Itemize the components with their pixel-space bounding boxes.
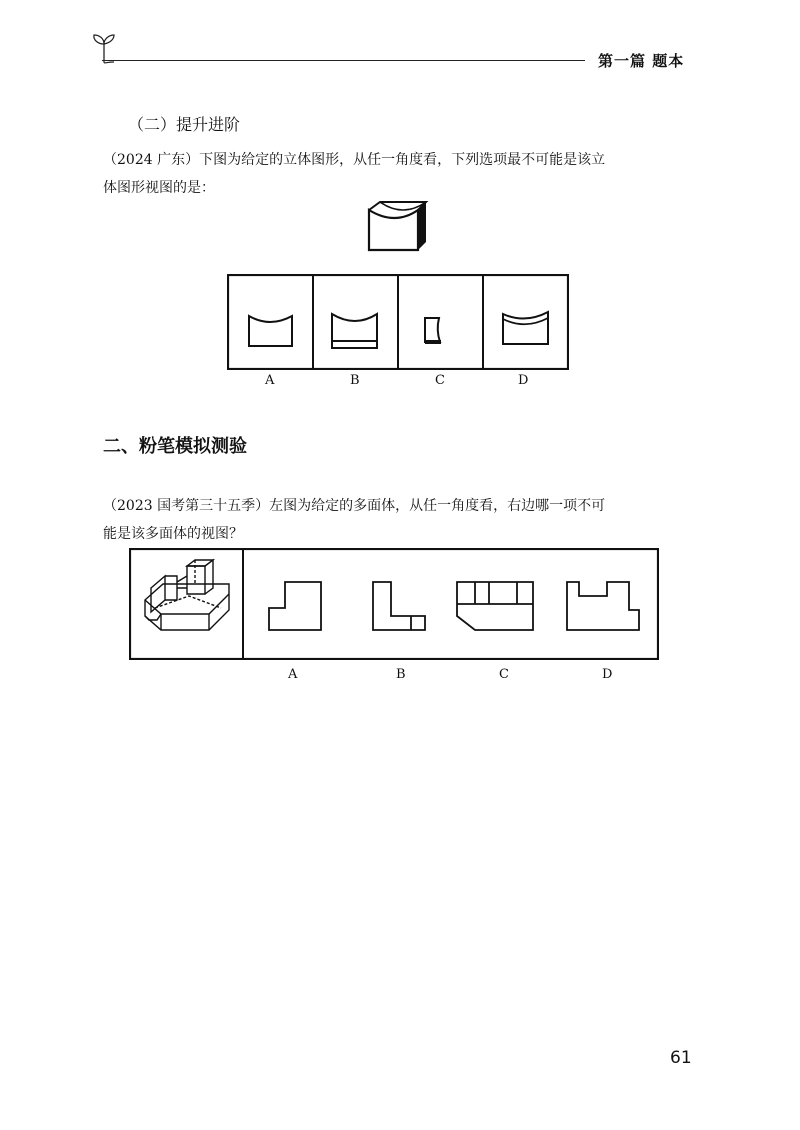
header-section-title: 第一篇 题本 (598, 52, 685, 70)
question-2-options-table (129, 548, 659, 660)
option-c-figure[interactable] (425, 318, 441, 344)
question-2-polyhedron-figure (145, 560, 229, 630)
option-c-label[interactable]: C (499, 667, 509, 682)
option-a-label[interactable]: A (265, 373, 275, 388)
option-b-figure[interactable] (373, 582, 425, 630)
option-b-label[interactable]: B (350, 373, 360, 388)
option-b-label[interactable]: B (396, 667, 406, 682)
sprout-icon (90, 30, 118, 64)
question-2-text (103, 492, 703, 548)
question-2-line-1: （2023 国考第三十五季）左图为给定的多面体，从任一角度看，右边哪一项不可 (103, 498, 606, 514)
option-d-label[interactable]: D (602, 667, 613, 682)
option-d-figure[interactable] (567, 582, 639, 630)
option-a-figure[interactable] (269, 582, 321, 630)
section-heading: 二、粉笔模拟测验 (103, 436, 247, 457)
option-a-figure[interactable] (249, 316, 292, 346)
question-2-line-2: 能是该多面体的视图？ (103, 526, 243, 542)
question-1-solid-figure (362, 200, 438, 258)
section-subheading: （二）提升进阶 (128, 115, 241, 134)
header-rule (102, 60, 585, 61)
option-d-figure[interactable] (503, 312, 548, 344)
option-a-label[interactable]: A (288, 667, 298, 682)
question-1-options-table (227, 274, 569, 370)
option-c-label[interactable]: C (435, 373, 445, 388)
page-number: 61 (670, 1048, 692, 1068)
option-c-figure[interactable] (457, 582, 533, 630)
question-1-line-2: 体图形视图的是： (103, 180, 215, 196)
option-d-label[interactable]: D (518, 373, 529, 388)
question-1-text (103, 146, 703, 202)
option-b-figure[interactable] (332, 314, 377, 348)
question-1-line-1: （2024 广东）下图为给定的立体图形，从任一角度看，下列选项最不可能是该立 (103, 152, 606, 168)
